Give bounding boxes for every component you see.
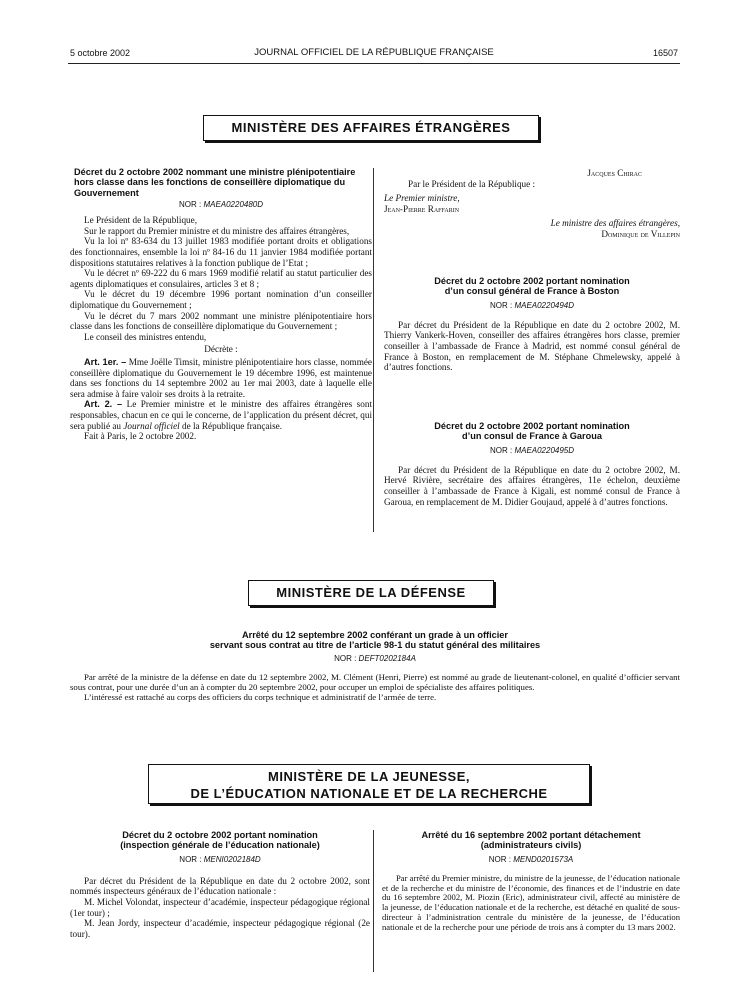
header-rule: [68, 63, 680, 64]
decree-conseillere-diplomatique: [70, 167, 372, 442]
ministry-heading-foreign-affairs: MINISTÈRE DES AFFAIRES ÉTRANGÈRES: [203, 115, 539, 141]
journal-title: JOURNAL OFFICIEL DE LA RÉPUBLIQUE FRANÇAISE: [254, 47, 494, 58]
signature-block: [384, 168, 680, 240]
paragraph: Par arrêté de la ministre de la défense en date du 12 septembre 2002, M. Clément (Henri, Pierre) est nommé au grade de lieutenant-colonel, en qualité d’officier servant sous contrat, pour une durée d’un an à compter du 20 septembre 2002, pour occuper un emploi de spécialiste des affaires politiques.: [70, 671, 680, 693]
page-number: 16507: [652, 48, 678, 58]
paragraph: L’intéressé est rattaché au corps des officiers du corps technique et administratif de l’armée de terre.: [84, 692, 437, 703]
pm-name: Jean-Pierre Raffarin: [384, 203, 460, 214]
paragraph: Le Président de la République,: [84, 215, 198, 226]
arrete-title: Arrêté du 16 septembre 2002 portant détachement: [421, 830, 641, 840]
decree-title: Décret du 2 octobre 2002 portant nomination: [434, 421, 630, 431]
column-divider: [373, 168, 374, 532]
decree-body: [70, 215, 372, 441]
mae-title: Le ministre des affaires étrangères,: [550, 218, 680, 229]
column-divider: [373, 830, 374, 972]
ministry-line: MINISTÈRE DE LA JEUNESSE,: [268, 769, 470, 784]
decree-consul-garoua: [384, 421, 680, 507]
mae-name: Dominique de Villepin: [601, 228, 680, 239]
decree-title: (inspection générale de l’éducation nationale): [120, 840, 320, 851]
decree-title: d’un consul de France à Garoua: [462, 431, 602, 442]
header-date: 5 octobre 2002: [70, 48, 131, 58]
paragraph: Fait à Paris, le 2 octobre 2002.: [84, 431, 197, 442]
paragraph: M. Michel Volondat, inspecteur d’académie, inspecteur pédagogique régional (1er tour) ;: [70, 897, 370, 918]
paragraph: Sur le rapport du Premier ministre et du ministre des affaires étrangères,: [84, 225, 350, 236]
nor-reference: NOR : MEND0201573A: [488, 854, 574, 864]
arrete-title: Arrêté du 12 septembre 2002 conférant un grade à un officier: [241, 630, 508, 640]
decree-title: Décret du 2 octobre 2002 portant nomination: [122, 830, 318, 840]
paragraph: Vu la loi nº 83-634 du 13 juillet 1983 modifiée portant droits et obligations des fonctionnaires, ensemble la loi nº 84-16 du 11 janvier 1984 modifiée portant dispositions statutaires relatives à la fonction publique de l’Etat ;: [70, 236, 372, 268]
decrete: Décrète :: [204, 344, 238, 355]
decree-title: d’un consul général de France à Boston: [444, 286, 620, 297]
nor-reference: NOR : MAEA0220494D: [489, 300, 575, 310]
nor-reference: NOR : MAEA0220480D: [178, 200, 264, 210]
ministry-heading-education: [148, 764, 590, 804]
paragraph: Par décret du Président de la République en date du 2 octobre 2002, sont nommés inspecteurs généraux de l’éducation nationale :: [70, 875, 370, 897]
paragraph: Par décret du Président de la République en date du 2 octobre 2002, M. Hervé Rivière, secrétaire des affaires étrangères, 11e échelon, deuxième conseiller à l’ambassade de France à Kigali, est nommé consul de France à Garoua, en remplacement de M. Didier Goujaud, appelé à d’autres fonctions.: [384, 464, 680, 507]
paragraph: Par arrêté du Premier ministre, du ministre de la jeunesse, de l’éducation nationale et de la recherche et du ministre de l’économie, des finances et de l’industrie en date du 16 septembre 2002, M. Piozin (Eric), administrateur civil, affecté au ministère de la jeunesse, de l’éducation nationale et de la recherche, est détaché en qualité de sous-directeur à l’administration centrale du ministère de la jeunesse, de l’éducation nationale et de la recherche pour une période de trois ans à compter du 13 mars 2002.: [382, 872, 680, 932]
paragraph: Par décret du Président de la République en date du 2 octobre 2002, M. Thierry Vankerk-Hoven, conseiller des affaires étrangères hors classe, premier conseiller à l’ambassade de France à Madrid, est nommé consul général de France à Boston, en remplacement de M. Stéphane Chmelewsky, appelé à d’autres fonctions.: [384, 319, 680, 373]
arrete-title: servant sous contrat au titre de l’article 98-1 du statut général des militaires: [209, 640, 541, 651]
decree-consul-boston: [384, 276, 680, 373]
decree-inspection-generale: [70, 830, 370, 939]
signature-president: Jacques Chirac: [587, 168, 642, 178]
nor-reference: NOR : MAEA0220495D: [489, 445, 575, 455]
article-1: Art. 1er. – Mme Joëlle Timsit, ministre plénipotentiaire hors classe, nommée conseillère diplomatique du Gouvernement le 19 décembre 1996, est maintenue dans ses fonctions du 14 septembre 2002 au 1er mai 2003, date à laquelle elle sera admise à faire valoir ses droits à la retraite.: [70, 356, 372, 399]
article-2: Art. 2. – Le Premier ministre et le ministre des affaires étrangères sont responsables, chacun en ce qui le concerne, de l’application du présent décret, qui sera publié au Journal officiel de la République française.: [70, 399, 373, 431]
ministry-line: DE L’ÉDUCATION NATIONALE ET DE LA RECHERCHE: [190, 786, 548, 801]
paragraph: Vu le décret du 7 mars 2002 nommant une ministre plénipotentiaire hors classe dans les fonctions de conseillère diplomatique du Gouvernement ;: [70, 310, 372, 332]
nor-reference: NOR : DEFT0202184A: [334, 653, 416, 663]
paragraph: M. Jean Jordy, inspecteur d’académie, inspecteur pédagogique régional (2e tour).: [70, 918, 370, 939]
arrete-defense: [70, 630, 680, 702]
paragraph: Vu le décret du 19 décembre 1996 portant nomination d’un conseiller diplomatique du Gouvernement ;: [70, 289, 372, 310]
ministry-heading-defense: MINISTÈRE DE LA DÉFENSE: [248, 580, 494, 606]
arrete-title: (administrateurs civils): [480, 840, 582, 851]
nor-reference: NOR : MENI0202184D: [179, 854, 261, 864]
signature-intro: Par le Président de la République :: [408, 178, 536, 189]
decree-title: Décret du 2 octobre 2002 portant nomination: [434, 276, 630, 286]
paragraph: Le conseil des ministres entendu,: [84, 331, 207, 342]
decree-title: Décret du 2 octobre 2002 nommant une ministre plénipotentiaire hors classe dans les fonctions de conseillère diplomatique du Gouvernement: [74, 167, 356, 198]
pm-title: Le Premier ministre,: [384, 193, 460, 204]
arrete-detachement: [382, 830, 680, 933]
paragraph: Vu le décret nº 69-222 du 6 mars 1969 modifié relatif au statut particulier des agents diplomatiques et consulaires, articles 3 et 8 ;: [70, 268, 372, 289]
